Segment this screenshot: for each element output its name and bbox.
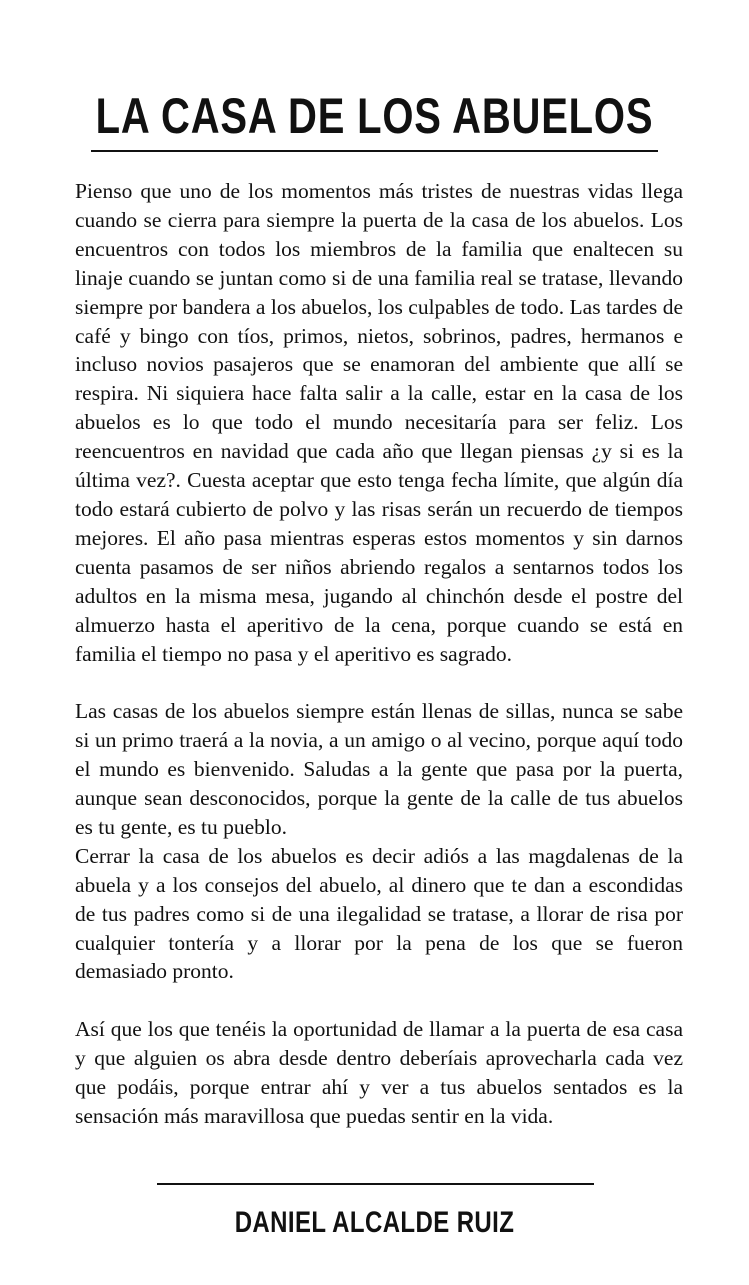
author-divider	[157, 1183, 594, 1185]
body-paragraph-4: Así que los que tenéis la oportunidad de llamar a la puerta de esa casa y que alguien os abra desde dentro deberíais aprovecharla cada vez que podáis, porque entrar ahí y ver a tus abuelos sentados es la sensación más maravillosa que puedas sentir en la vida.	[75, 1017, 683, 1128]
body-paragraph-2: Las casas de los abuelos siempre están llenas de sillas, nunca se sabe si un primo traerá a la novia, a un amigo o al vecino, porque aquí todo el mundo es bienvenido. Saludas a la gente que pasa por la puerta, aunque sean desconocidos, porque la gente de la calle de tus abuelos es tu gente, es tu pueblo.	[75, 699, 683, 839]
document-body	[75, 177, 683, 1131]
document-title: LA CASA DE LOS ABUELOS	[95, 88, 654, 144]
author-name: DANIEL ALCALDE RUIZ	[234, 1206, 515, 1239]
body-paragraph-1: Pienso que uno de los momentos más tristes de nuestras vidas llega cuando se cierra para siempre la puerta de la casa de los abuelos. Los encuentros con todos los miembros de la familia que enaltecen su linaje cuando se juntan como si de una familia real se tratase, llevando siempre por bandera a los abuelos, los culpables de todo. Las tardes de café y bingo con tíos, primos, nietos, sobrinos, padres, hermanos e incluso novios pasajeros que se enamoran del ambiente que allí se respira. Ni siquiera hace falta salir a la calle, estar en la casa de los abuelos es lo que todo el mundo necesitaría para ser feliz. Los reencuentros en navidad que cada año que llegan piensas ¿y si es la última vez?. Cuesta aceptar que esto tenga fecha límite, que algún día todo estará cubierto de polvo y las risas serán un recuerdo de tiempos mejores. El año pasa mientras esperas estos momentos y sin darnos cuenta pasamos de ser niños abriendo regalos a sentarnos todos los adultos en la misma mesa, jugando al chinchón desde el postre del almuerzo hasta el aperitivo de la cena, porque cuando se está en familia el tiempo no pasa y el aperitivo es sagrado.	[75, 179, 683, 666]
body-paragraph-3: Cerrar la casa de los abuelos es decir adiós a las magdalenas de la abuela y a los consejos del abuelo, al dinero que te dan a escondidas de tus padres como si de una ilegalidad se tratase, a llorar de risa por cualquier tontería y a llorar por la pena de los que se fueron demasiado pronto.	[75, 843, 683, 984]
title-divider	[91, 150, 658, 152]
